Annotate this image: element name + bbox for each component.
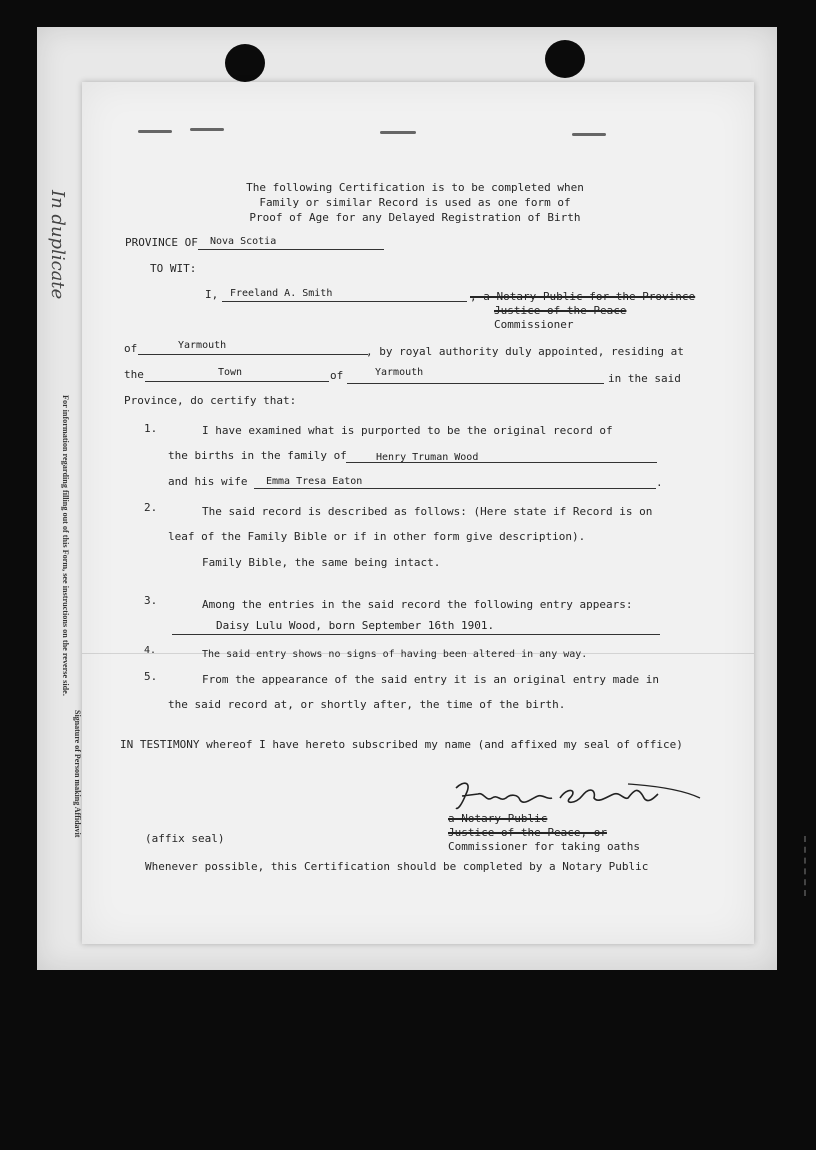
family-name: Henry Truman Wood <box>376 452 479 463</box>
wife-period: . <box>656 476 663 489</box>
staple-mark <box>380 131 416 134</box>
item-1-text-2: the births in the family of <box>168 449 347 462</box>
item-2-description: Family Bible, the same being intact. <box>202 556 441 569</box>
handwritten-side-note: In duplicate <box>47 190 68 300</box>
item-2-text-1: The said record is described as follows: (Here state if Record is on <box>202 505 653 518</box>
declarant-name: Freeland A. Smith <box>230 288 333 299</box>
signature-handwritten <box>448 776 708 816</box>
the-kind: Town <box>218 367 243 378</box>
item-4-text: The said entry shows no signs of having been altered in any way. <box>202 649 588 660</box>
item-3-entry: Daisy Lulu Wood, born September 16th 1901. <box>216 619 495 632</box>
signature-title-justice: Justice of the Peace, or <box>448 826 607 839</box>
wife-line <box>254 488 656 489</box>
header-line-1: The following Certification is to be completed when <box>246 181 584 194</box>
certify-text: Province, do certify that: <box>124 394 297 407</box>
staple-mark <box>572 133 606 136</box>
entry-line <box>172 634 660 635</box>
the-kind-line <box>145 381 329 382</box>
item-1-number: 1. <box>144 422 158 435</box>
footer-note: Whenever possible, this Certification should be completed by a Notary Public <box>145 860 649 873</box>
item-1-text-1: I have examined what is purported to be the original record of <box>202 424 613 437</box>
the-line-tail: in the said <box>608 372 681 385</box>
wife-name: Emma Tresa Eaton <box>266 476 363 487</box>
the-label: the <box>124 368 144 381</box>
punch-hole-right <box>545 40 585 78</box>
signature-title-notary: a Notary Public <box>448 812 548 825</box>
side-signature-label: Signature of Person making Affidavit <box>73 710 82 838</box>
of-label: of <box>124 342 138 355</box>
edge-stamp-mark <box>804 836 810 896</box>
of-line <box>138 354 368 355</box>
affix-seal: (affix seal) <box>145 832 225 845</box>
item-5-text-2: the said record at, or shortly after, the time of the birth. <box>168 698 566 711</box>
of-place: Yarmouth <box>178 340 227 351</box>
item-4-number: 4. <box>144 645 157 656</box>
staple-mark <box>138 130 172 133</box>
province-line <box>198 249 384 250</box>
declarant-title-commissioner: Commissioner <box>494 318 574 331</box>
item-5-text-1: From the appearance of the said entry it is an original entry made in <box>202 673 659 686</box>
of-line-text: , by royal authority duly appointed, residing at <box>366 345 684 358</box>
declarant-title-notary: , a Notary Public for the Province <box>470 290 696 303</box>
province-value: Nova Scotia <box>210 236 277 247</box>
the-of-label: of <box>330 369 344 382</box>
item-3-number: 3. <box>144 594 158 607</box>
province-label: PROVINCE OF <box>125 236 198 249</box>
wife-prefix: and his wife <box>168 475 248 488</box>
declarant-title-justice: Justice of the Peace <box>494 304 627 317</box>
declarant-name-line <box>222 301 467 302</box>
testimony: IN TESTIMONY whereof I have hereto subscribed my name (and affixed my seal of office) <box>120 738 683 751</box>
item-3-text-1: Among the entries in the said record the following entry appears: <box>202 598 633 611</box>
item-2-text-2: leaf of the Family Bible or if in other form give description). <box>168 530 586 543</box>
staple-mark <box>190 128 224 131</box>
declarant-prefix: I, <box>205 288 219 301</box>
side-instructions: For information regarding filling out of this Form, see instructions on the reverse side. <box>61 395 70 696</box>
item-2-number: 2. <box>144 501 158 514</box>
the-place: Yarmouth <box>375 367 424 378</box>
header-line-3: Proof of Age for any Delayed Registration of Birth <box>249 211 581 224</box>
header-line-2: Family or similar Record is used as one form of <box>259 196 571 209</box>
the-place-line <box>347 383 604 384</box>
to-wit: TO WIT: <box>150 262 197 275</box>
punch-hole-left <box>225 44 265 82</box>
item-5-number: 5. <box>144 670 158 683</box>
signature-title-commissioner: Commissioner for taking oaths <box>448 840 641 853</box>
